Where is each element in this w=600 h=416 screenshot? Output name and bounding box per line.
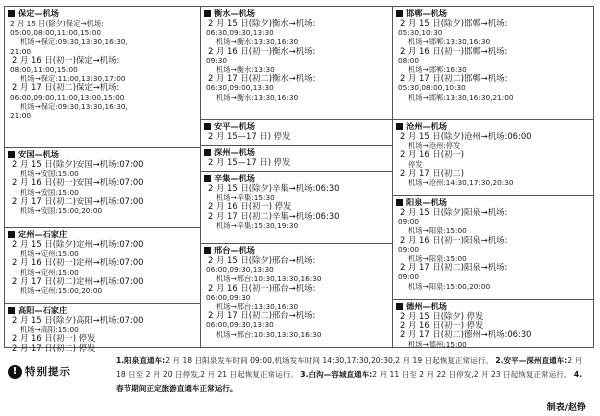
- schedule-line: 机场→保定:09:30,13:30,16:30,: [20, 101, 128, 111]
- schedule-line: 09:30: [206, 55, 228, 65]
- route-title: 阳泉—机场: [406, 196, 447, 207]
- schedule-line: 06:30,09:30,13:30: [206, 28, 274, 38]
- schedule-line: 2 月 16 日(初一)阳泉→机场:: [400, 234, 508, 245]
- schedule-line: 2 月 15 日(除夕)辛集→机场:06:30: [208, 183, 340, 193]
- route-schedule: [201, 158, 392, 167]
- route-yangquan: [393, 195, 593, 299]
- schedule-line: 机场→高阳:15:00: [20, 325, 79, 335]
- square-bullet-icon: [204, 175, 211, 182]
- square-bullet-icon: [204, 123, 211, 130]
- schedule-line: 21:00: [10, 46, 32, 56]
- route-schedule: [393, 208, 593, 291]
- notice-item4-title: 4.春节期间正定旅游直通车正常运行。: [116, 370, 582, 393]
- schedule-line: 2 月 16 日(初一)安国→机场:07:00: [12, 177, 144, 188]
- route-schedule: [393, 19, 593, 102]
- schedule-line: 机场→德州:15:00: [408, 339, 467, 349]
- schedule-line: 2 月 15 日(除夕)衡水→机场:: [208, 18, 316, 28]
- schedule-line: 2 月 17 日(初二)邢台→机场:: [208, 310, 316, 321]
- notice-item3-title: 3.白沟—容城直通车:: [300, 370, 373, 379]
- schedule-line: 06:00,09:00,11:00,13:00,15:00: [10, 92, 125, 102]
- schedule-line: 2 月 15 日(除夕)定州→机场:07:00: [12, 239, 144, 249]
- schedule-line: 机场→保定:11:00,13:30,17:00: [20, 74, 126, 84]
- route-baoding: [5, 7, 200, 147]
- route-schedule: [5, 316, 200, 353]
- notice-item2-title: 2.安平—深州直通车:: [495, 356, 568, 365]
- route-title: 德州—机场: [406, 300, 447, 311]
- schedule-line: 2 月 16 日(初一) 停发: [208, 201, 292, 212]
- route-title: 沧州—机场: [406, 120, 447, 131]
- notice-item2-text: 2 月 18 日至 2 月 20 日停发,2 月 21 日起恢复正常运行。: [116, 356, 583, 379]
- column-right: [393, 7, 593, 347]
- schedule-line: 机场→邢台:10:30,13:30,16:30: [216, 274, 322, 284]
- schedule-line: 机场→辛集:15:30,19:30: [216, 220, 299, 230]
- schedule-line: 2 月 16 日(初一) 停发: [12, 333, 96, 344]
- square-bullet-icon: [204, 149, 211, 156]
- schedule-line: 机场→安国:15:00: [20, 169, 79, 179]
- schedule-line: 机场→定州:15:00: [20, 249, 79, 259]
- schedule-line: 机场→定州:15:00: [20, 267, 79, 277]
- schedule-line: 机场→邢台:13:30,16:30: [216, 302, 299, 312]
- schedule-line: 2 月 16 日(初一)定州→机场:07:00: [12, 257, 144, 268]
- schedule-line: 机场→阳泉:15:00,20:00: [408, 281, 491, 291]
- schedule-line: 机场→定州:15:00,20:00: [20, 286, 103, 296]
- schedule-line: 2 月 16 日(初一)邯郸→机场:: [400, 45, 508, 56]
- route-xinji: [201, 171, 392, 243]
- route-hengshui: [201, 7, 392, 119]
- square-bullet-icon: [396, 10, 403, 17]
- schedule-line: 2 月 15 日(除夕)阳泉→机场:: [400, 207, 508, 217]
- square-bullet-icon: [8, 307, 15, 314]
- schedule-line: 05:00,08:00,11:00,15:00: [10, 28, 102, 38]
- route-title: 高阳—石家庄: [18, 304, 68, 315]
- schedule-line: 机场→衡水:13:30,16:30: [216, 92, 299, 102]
- schedule-line: 2 月 17 日(初二)保定→机场:: [12, 82, 120, 93]
- schedule-line: 机场→阳泉:15:00: [408, 254, 467, 264]
- square-bullet-icon: [396, 303, 403, 310]
- schedule-line: 09:00: [398, 217, 420, 227]
- schedule-line: 2 月 16 日(初一)邢台→机场:: [208, 282, 316, 293]
- schedule-line: 08:00: [398, 55, 420, 65]
- notice-badge: [8, 364, 71, 379]
- route-schedule: [5, 19, 200, 120]
- exclamation-circle-icon: !: [8, 365, 22, 379]
- schedule-line: 机场→衡水:13:30,16:30: [216, 37, 299, 47]
- schedule-line: 2 月 16 日(初一): [400, 149, 465, 160]
- schedule-line: 2 月 17 日(初二)邯郸→机场:: [400, 73, 508, 84]
- notice-item1-title: 1.阳泉直通车:: [116, 356, 166, 365]
- schedule-line: 2 月 15 日(除夕)邯郸→机场:: [400, 18, 508, 28]
- schedule-line: 机场→阳泉:15:00: [408, 226, 467, 236]
- route-schedule: [5, 160, 200, 215]
- schedule-line: 机场→邯郸:13:30,16:30: [408, 37, 491, 47]
- route-schedule: [201, 184, 392, 230]
- schedule-line: 2 月 16 日(初一)衡水→机场:: [208, 45, 316, 56]
- schedule-line: 2 月 17 日(初二)辛集→机场:06:30: [208, 210, 340, 221]
- route-title: 衡水—机场: [214, 7, 255, 18]
- schedule-line: 2 月 15 日(除夕)安国→机场:07:00: [12, 159, 144, 169]
- schedule-line: 06:30,09:00,13:30: [206, 83, 274, 93]
- schedule-line: 2 月 17 日(初二)衡水→机场:: [208, 73, 316, 84]
- square-bullet-icon: [8, 10, 15, 17]
- column-middle: [201, 7, 393, 347]
- schedule-line: 机场→沧州:14:30,17:30,20:30: [408, 178, 514, 188]
- route-title: 邢台—机场: [214, 244, 255, 255]
- route-schedule: [201, 132, 392, 141]
- schedule-line: 09:00: [398, 272, 420, 282]
- schedule-line: 2 月 15—17 日) 停发: [208, 131, 291, 141]
- route-title: 安国—机场: [18, 148, 59, 159]
- route-gaoyang: [5, 303, 200, 353]
- square-bullet-icon: [396, 123, 403, 130]
- notice-text: [116, 354, 586, 396]
- column-left: [5, 7, 201, 353]
- route-anping: [201, 119, 392, 145]
- schedule-line: 停发: [408, 159, 423, 169]
- route-schedule: [393, 312, 593, 349]
- route-title: 深州—机场: [214, 146, 255, 157]
- square-bullet-icon: [204, 10, 211, 17]
- schedule-line: 2 月 17 日(初二): [400, 167, 465, 178]
- schedule-line: 05:30,08:00,10:30: [398, 83, 466, 93]
- schedule-line: 2 月 15 日(除夕)保定→机场:: [10, 19, 104, 28]
- schedule-line: 机场→安国:15:00: [20, 187, 79, 197]
- square-bullet-icon: [396, 199, 403, 206]
- schedule-line: 06:00,09:30,13:30: [206, 265, 274, 275]
- route-schedule: [5, 240, 200, 295]
- route-title: 邯郸—机场: [406, 7, 447, 18]
- route-shenzhou: [201, 145, 392, 171]
- square-bullet-icon: [8, 231, 15, 238]
- schedule-line: 2 月 15 日(除夕)沧州→机场:06:00: [400, 131, 532, 141]
- special-notice: [4, 352, 594, 396]
- route-schedule: [393, 132, 593, 187]
- square-bullet-icon: [8, 151, 15, 158]
- square-bullet-icon: [204, 247, 211, 254]
- route-dezhou: [393, 299, 593, 349]
- schedule-line: 2 月 17 日(初二)德州→机场:06:30: [400, 329, 532, 340]
- notice-item1-text: 2 月 18 日阳泉发车时间 09:00,机场发车时间 14:30,17:30,20:30,2 月 19 日起恢复正常运行。: [165, 356, 493, 365]
- schedule-line: 机场→邯郸:16:30: [408, 65, 467, 75]
- schedule-line: 2 月 16 日(初一)保定→机场:: [12, 54, 120, 65]
- schedule-line: 机场→安国:15:00,20:00: [20, 206, 103, 216]
- route-cangzhou: [393, 119, 593, 195]
- route-dingzhou: [5, 227, 200, 303]
- schedule-line: 机场→辛集:15:30: [216, 193, 275, 203]
- schedule-line: 机场→保定:09:30,13:30,16:30,: [20, 37, 128, 47]
- notice-item3-text: 2 月 11 日至 2 月 22 日停发,2 月 23 日起恢复正常运行。: [372, 370, 572, 379]
- schedule-line: 机场→沧州:停发: [408, 141, 461, 151]
- schedule-line: 09:00: [398, 244, 420, 254]
- route-title: 保定—机场: [18, 7, 59, 18]
- schedule-line: 2 月 15—17 日) 停发: [208, 157, 291, 167]
- schedule-line: 2 月 16 日(初一) 停发: [400, 320, 484, 331]
- notice-badge-label: 特别提示: [25, 366, 71, 378]
- route-schedule: [201, 256, 392, 339]
- schedule-line: 机场→邢台:10:30,13:30,16:30: [216, 329, 322, 339]
- route-title: 辛集—机场: [214, 172, 255, 183]
- schedule-line: 机场→邯郸:13:30,16:30,21:00: [408, 92, 514, 102]
- route-anguo: [5, 147, 200, 227]
- schedule-line: 2 月 17 日(初二) 停发: [12, 342, 96, 353]
- route-schedule: [201, 19, 392, 102]
- schedule-line: 2 月 15 日(除夕)邢台→机场:: [208, 255, 316, 265]
- route-handan: [393, 7, 593, 119]
- route-title: 定州—石家庄: [18, 228, 68, 239]
- schedule-line: 机场→衡水:13:30: [216, 65, 275, 75]
- schedule-line: 21:00: [10, 111, 32, 121]
- schedule-line: 2 月 17 日(初二)安国→机场:07:00: [12, 195, 144, 206]
- schedule-line: 05:30,10:30: [398, 28, 443, 38]
- credit-line: 制表/赵铮: [546, 403, 586, 413]
- schedule-line: 06:00,09:30: [206, 292, 251, 302]
- timetable-frame: [4, 6, 594, 353]
- schedule-line: 06:00,09:30,13:30: [206, 320, 274, 330]
- route-xingtai: [201, 243, 392, 349]
- route-header: [5, 7, 200, 19]
- route-title: 安平—机场: [214, 120, 255, 131]
- schedule-line: 2 月 17 日(初二)阳泉→机场:: [400, 262, 508, 273]
- schedule-line: 08:00,11:00,15:00: [10, 65, 78, 75]
- schedule-line: 2 月 15 日(除夕)高阳→机场:07:00: [12, 315, 144, 325]
- schedule-line: 2 月 15 日(除夕) 停发: [400, 311, 484, 321]
- schedule-line: 2 月 17 日(初二)定州→机场:07:00: [12, 275, 144, 286]
